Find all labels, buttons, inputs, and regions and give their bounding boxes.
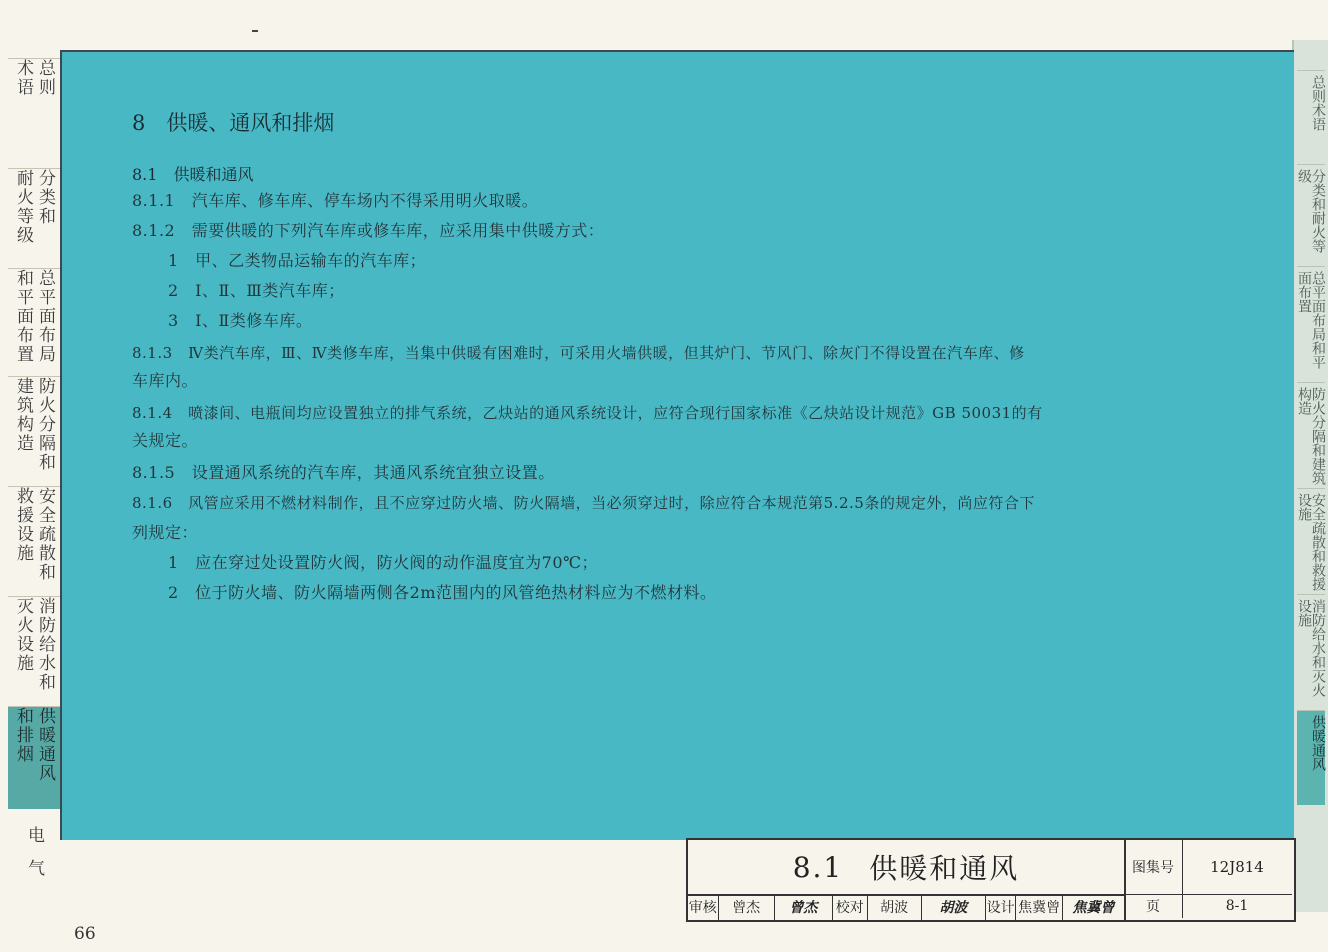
left-tab-col: 安全疏散和 (35, 487, 55, 582)
right-tab: 安全疏散和救援设施 (1297, 488, 1325, 593)
left-tab-electrical[interactable] (8, 826, 60, 898)
left-tab-col: 灭火设施 (13, 597, 33, 673)
left-tab-water-supply[interactable] (8, 596, 60, 697)
left-tab-col: 术语 (13, 59, 33, 97)
clause-item: 2 位于防火墙、防火隔墙两侧各2m范围内的风管绝热材料应为不燃材料。 (168, 583, 717, 602)
title-block-section-name: 供暖和通风 (869, 852, 1020, 885)
left-tab-col: 救援设施 (13, 487, 33, 563)
print-mark (252, 30, 258, 32)
left-tab-classification[interactable] (8, 168, 60, 269)
section-title: 8.1 供暖和通风 (132, 165, 254, 184)
design-label: 设计 (986, 894, 1017, 920)
right-tab: 总则术语 (1297, 70, 1325, 145)
page-number: 66 (74, 924, 96, 944)
atlas-label: 图集号 (1124, 840, 1183, 895)
clause-item: 2 Ⅰ、Ⅱ、Ⅲ类汽车库； (168, 281, 345, 300)
clause-8-1-5: 8.1.5 设置通风系统的汽车库，其通风系统宜独立设置。 (132, 463, 555, 482)
clause-item: 1 应在穿过处设置防火阀，防火阀的动作温度宜为70℃； (168, 553, 598, 572)
content-panel (60, 50, 1294, 840)
left-tab-col: 总则 (35, 59, 55, 97)
left-tab-layout[interactable] (8, 268, 60, 377)
left-tab-col: 和平面布置 (13, 269, 33, 364)
left-tab-col: 消防给水和 (35, 597, 55, 692)
right-page-edge (1292, 40, 1328, 912)
left-tab-general-terms[interactable] (8, 58, 60, 159)
left-tab-fire-separation[interactable] (8, 376, 60, 485)
title-block-heading (688, 840, 1126, 896)
right-tab: 总平面布局和平面布置 (1297, 266, 1325, 381)
review-label: 审核 (688, 894, 719, 920)
clause-continuation: 车库内。 (132, 371, 199, 390)
left-tab-col: 建筑构造 (13, 377, 33, 453)
left-tab-col: 分类和 (35, 169, 55, 226)
clause-8-1-3: 8.1.3 Ⅳ类汽车库，Ⅲ、Ⅳ类修车库，当集中供暖有困难时，可采用火墙供暖，但其炉门、节风门、除灰门不得设置在汽车库、修 (132, 344, 1025, 362)
clause-item: 3 Ⅰ、Ⅱ类修车库。 (168, 311, 313, 330)
clause-continuation: 列规定： (132, 523, 199, 542)
sheet-number: 8-1 (1225, 898, 1249, 914)
right-tab: 消防给水和灭火设施 (1297, 594, 1325, 699)
left-tab-col: 电气 (24, 826, 44, 892)
left-tab-evacuation[interactable] (8, 486, 60, 595)
right-tab: 防火分隔和建筑构造 (1297, 382, 1325, 487)
left-tab-col: 总平面布局 (35, 269, 55, 364)
clause-8-1-1: 8.1.1 汽车库、修车库、停车场内不得采用明火取暖。 (132, 191, 539, 210)
review-name: 曾杰 (719, 894, 775, 920)
right-tab: 分类和耐火等级 (1297, 164, 1325, 265)
page-label: 页 (1124, 894, 1183, 918)
left-tab-col: 和排烟 (13, 707, 33, 764)
title-block-section-no: 8.1 (792, 850, 844, 884)
clause-8-1-6: 8.1.6 风管应采用不燃材料制作，且不应穿过防火墙、防火隔墙，当必须穿过时，除应符合本规范第5.2.5条的规定外，尚应符合下 (132, 494, 1035, 512)
clause-continuation: 关规定。 (132, 431, 199, 450)
chapter-title: 8 供暖、通风和排烟 (132, 111, 335, 135)
right-tab-active: 供暖通风 (1297, 710, 1325, 805)
left-tab-col: 供暖通风 (35, 707, 55, 783)
left-tab-col: 耐火等级 (13, 169, 33, 245)
check-name: 胡波 (868, 894, 922, 920)
design-name: 焦冀曾 (1016, 894, 1062, 920)
atlas-number: 12J814 (1182, 840, 1292, 895)
clause-item: 1 甲、乙类物品运输车的汽车库； (168, 251, 427, 270)
drawing-title-block (686, 838, 1296, 922)
design-signature: 焦冀曾 (1072, 900, 1115, 916)
left-tab-col: 防火分隔和 (35, 377, 55, 472)
check-label: 校对 (833, 894, 868, 920)
clause-8-1-2: 8.1.2 需要供暖的下列汽车库或修车库，应采用集中供暖方式： (132, 221, 605, 240)
clause-8-1-4: 8.1.4 喷漆间、电瓶间均应设置独立的排气系统，乙炔站的通风系统设计，应符合现行国家标准《乙炔站设计规范》GB 50031的有 (132, 404, 1043, 422)
left-tab-heating-ventilation[interactable] (8, 706, 60, 809)
check-signature: 胡波 (922, 894, 986, 920)
review-signature: 曾杰 (775, 894, 833, 920)
signature-row (688, 894, 1126, 920)
